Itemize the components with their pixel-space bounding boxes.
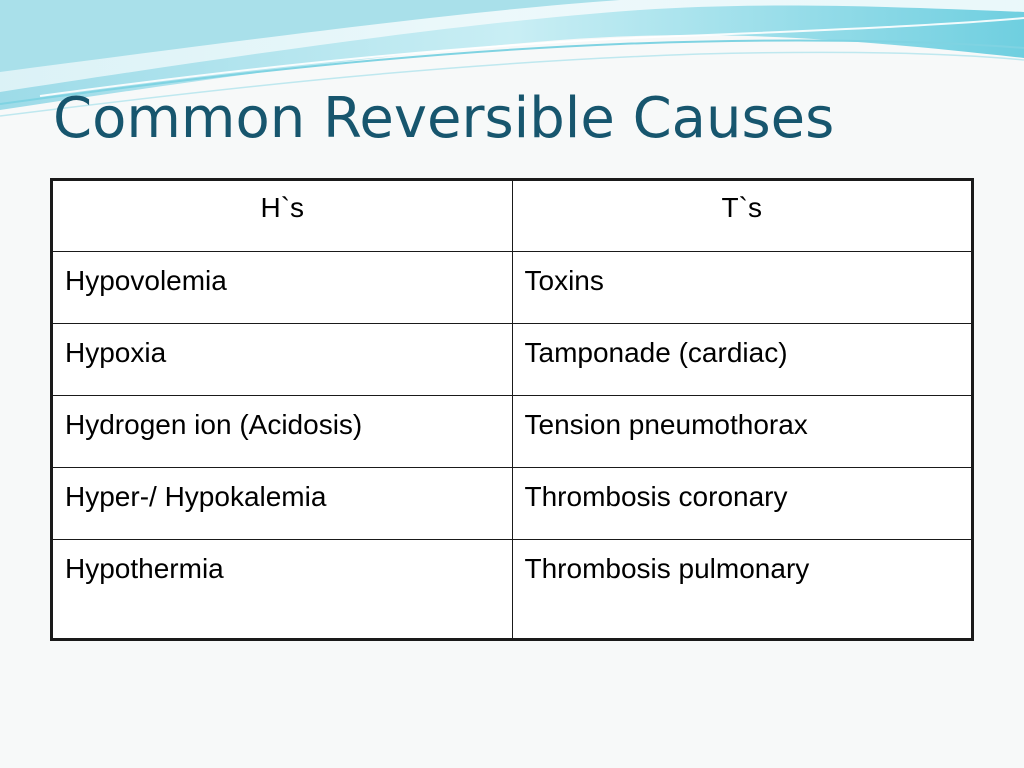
column-header-ts: T`s [512, 180, 973, 252]
table-cell-t: Thrombosis pulmonary [512, 540, 973, 640]
table-row [52, 540, 973, 640]
slide-title: Common Reversible Causes [53, 86, 835, 151]
reversible-causes-table [50, 178, 974, 641]
table-header-row [52, 180, 973, 252]
table-row [52, 396, 973, 468]
table-cell-h: Hydrogen ion (Acidosis) [52, 396, 513, 468]
table-cell-t: Toxins [512, 252, 973, 324]
column-header-hs: H`s [52, 180, 513, 252]
table-cell-h: Hypovolemia [52, 252, 513, 324]
table-row [52, 324, 973, 396]
table-cell-h: Hypothermia [52, 540, 513, 640]
table-cell-h: Hyper-/ Hypokalemia [52, 468, 513, 540]
table-row [52, 252, 973, 324]
table-cell-h: Hypoxia [52, 324, 513, 396]
table-cell-t: Tension pneumothorax [512, 396, 973, 468]
table-cell-t: Tamponade (cardiac) [512, 324, 973, 396]
table-cell-t: Thrombosis coronary [512, 468, 973, 540]
table-row [52, 468, 973, 540]
